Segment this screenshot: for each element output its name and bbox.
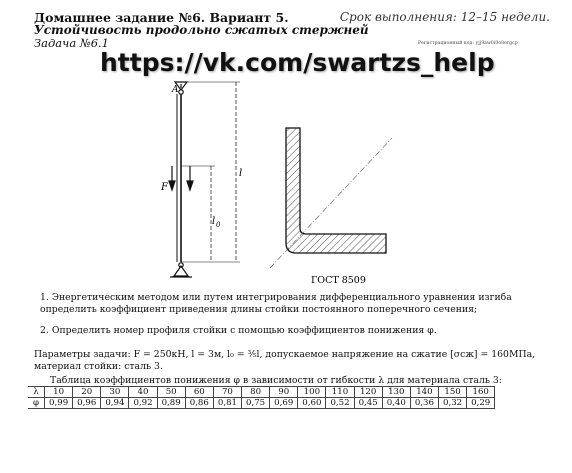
table-cell-lambda: 70 xyxy=(213,387,241,398)
task-item-2: 2. Определить номер профиля стойки с помощью коэффициентов понижения φ. xyxy=(40,325,437,336)
table-cell-phi: 0,40 xyxy=(382,398,410,409)
force-arrow-head xyxy=(169,181,175,190)
assignment-title: Домашнее задание №6. Вариант 5. xyxy=(34,10,289,25)
registration-code: Регистрационный код: yjj9aw0i0o8ergcp xyxy=(418,41,518,46)
table-cell-phi: 0,99 xyxy=(45,398,73,409)
table-cell-lambda: 40 xyxy=(129,387,157,398)
table-cell-lambda: 130 xyxy=(382,387,410,398)
table-row-lambda xyxy=(28,387,495,398)
table-cell-lambda: 160 xyxy=(467,387,495,398)
table-cell-phi: 0,75 xyxy=(242,398,270,409)
table-cell-phi: 0,92 xyxy=(129,398,157,409)
table-cell-lambda: 10 xyxy=(45,387,73,398)
table-cell-phi: 0,81 xyxy=(213,398,241,409)
table-cell-phi: 0,96 xyxy=(73,398,101,409)
top-hinge-icon xyxy=(179,90,183,94)
table-cell-lambda: 150 xyxy=(439,387,467,398)
table-cell-lambda: 20 xyxy=(73,387,101,398)
column-diagram xyxy=(169,82,243,277)
task-list xyxy=(40,292,550,346)
force-arrow-right-head xyxy=(187,181,193,190)
table-cell-phi: 0,29 xyxy=(467,398,495,409)
force-label: F xyxy=(161,182,168,193)
length-l0-label: l xyxy=(212,216,216,227)
table-cell-lambda: 110 xyxy=(326,387,354,398)
task-number: Задача №6.1 xyxy=(34,36,110,50)
table-cell-phi: 0,45 xyxy=(354,398,382,409)
deadline: Срок выполнения: 12–15 недели. xyxy=(339,10,550,24)
table-caption: Таблица коэффициентов понижения φ в зависимости от гибкости λ для материала сталь 3: xyxy=(50,375,502,386)
table-cell-lambda: 140 xyxy=(410,387,438,398)
watermark-url: https://vk.com/swartzs_help xyxy=(100,48,495,77)
table-cell-phi: 0,32 xyxy=(439,398,467,409)
table-cell-phi: 0,60 xyxy=(298,398,326,409)
table-cell-lambda: 120 xyxy=(354,387,382,398)
phi-header: φ xyxy=(28,398,45,409)
table-cell-phi: 0,69 xyxy=(270,398,298,409)
lambda-header: λ xyxy=(28,387,45,398)
table-cell-phi: 0,94 xyxy=(101,398,129,409)
length-l0-subscript: 0 xyxy=(216,221,221,229)
table-cell-lambda: 90 xyxy=(270,387,298,398)
table-cell-lambda: 100 xyxy=(298,387,326,398)
section-caption: ГОСТ 8509 xyxy=(311,275,366,286)
table-cell-lambda: 30 xyxy=(101,387,129,398)
node-a-label: A xyxy=(172,85,179,95)
length-l-label: l xyxy=(239,168,243,179)
task-parameters: Параметры задачи: F = 250кН, l = 3м, l₀ = ⅗l, допускаемое напряжение на сжатие [σсж] = 160МПа, материал стойки: сталь 3. xyxy=(34,349,536,372)
table-cell-lambda: 80 xyxy=(242,387,270,398)
assignment-subtitle: Устойчивость продольно сжатых стержней xyxy=(34,23,369,37)
angle-profile xyxy=(286,128,386,253)
table-cell-lambda: 60 xyxy=(185,387,213,398)
task-item-1: 1. Энергетическим методом или путем интегрирования дифференциального уравнения изгиба определить коэффициент приведения длины стойки постоянного поперечного сечения; xyxy=(40,292,512,315)
table-cell-phi: 0,36 xyxy=(410,398,438,409)
table-cell-phi: 0,89 xyxy=(157,398,185,409)
table-cell-lambda: 50 xyxy=(157,387,185,398)
table-cell-phi: 0,52 xyxy=(326,398,354,409)
table-cell-phi: 0,86 xyxy=(185,398,213,409)
angle-section-diagram xyxy=(270,128,392,268)
table-row-phi xyxy=(28,398,495,409)
coefficient-table xyxy=(28,386,495,409)
